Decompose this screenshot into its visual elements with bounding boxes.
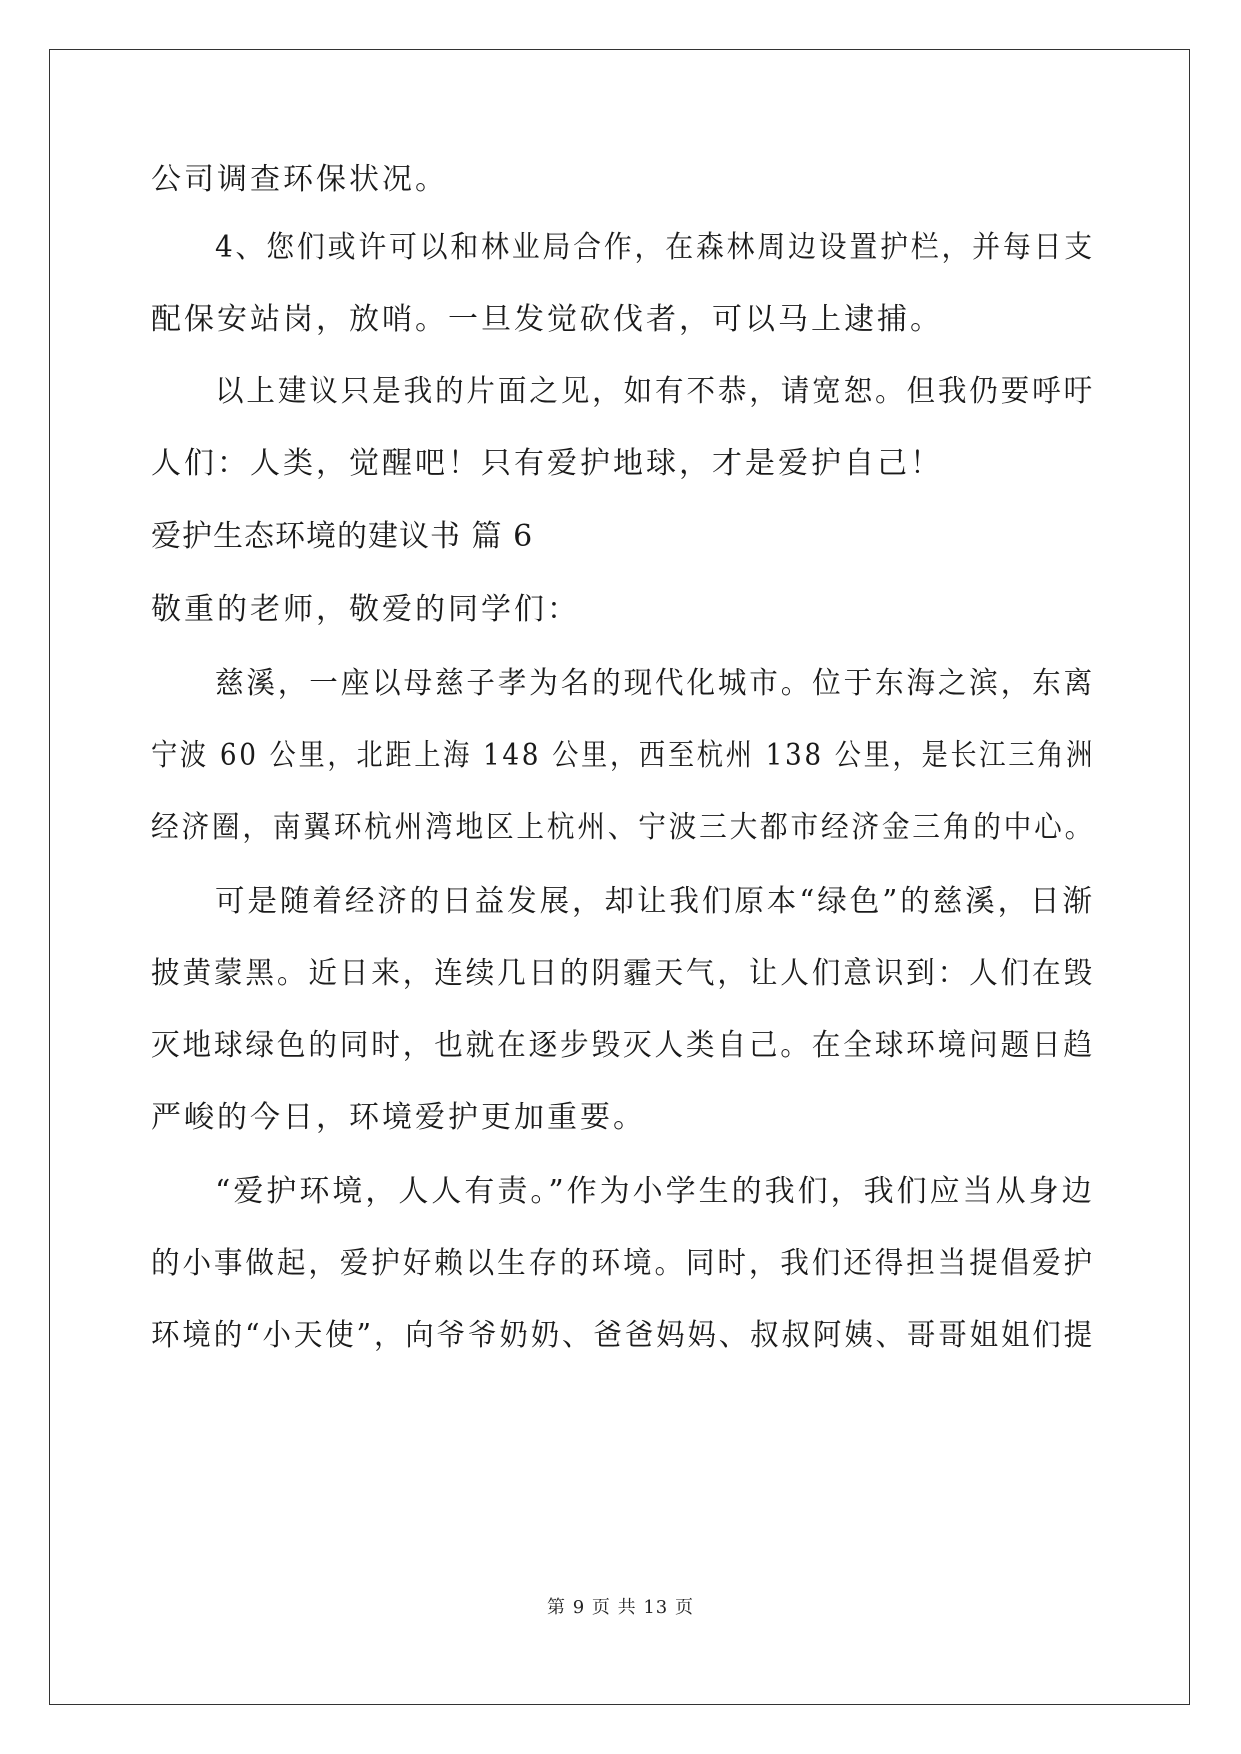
page-border [49,49,1190,1705]
text-line: 环境的“小天使”，向爷爷奶奶、爸爸妈妈、叔叔阿姨、哥哥姐姐们提 [151,1318,1096,1353]
text-line: 4、您们或许可以和林业局合作，在森林周边设置护栏，并每日支 [215,230,1095,265]
text-line: “爱护环境，人人有责。”作为小学生的我们，我们应当从身边 [215,1174,1095,1209]
text-line: 灭地球绿色的同时，也就在逐步毁灭人类自己。在全球环境问题日趋 [151,1028,1095,1063]
text-line: 慈溪，一座以母慈子孝为名的现代化城市。位于东海之滨，东离 [215,666,1096,701]
text-line: 宁波 60 公里，北距上海 148 公里，西至杭州 138 公里，是长江三角洲 [151,738,1096,773]
text-line: 配保安站岗，放哨。一旦发觉砍伐者，可以马上逮捕。 [151,302,943,337]
text-line: 严峻的今日，环境爱护更加重要。 [151,1100,646,1135]
text-line: 经济圈，南翼环杭州湾地区上杭州、宁波三大都市经济金三角的中心。 [151,810,1096,845]
text-line: 可是随着经济的日益发展，却让我们原本“绿色”的慈溪，日渐 [215,884,1096,919]
text-line: 以上建议只是我的片面之见，如有不恭，请宽恕。但我仍要呼吁 [215,374,1096,409]
page-number: 第 9 页 共 13 页 [547,1597,694,1618]
section-heading: 爱护生态环境的建议书 篇 6 [151,519,534,554]
text-line: 的小事做起，爱护好赖以生存的环境。同时，我们还得担当提倡爱护 [151,1246,1095,1281]
salutation: 敬重的老师，敬爱的同学们： [151,592,580,627]
text-line: 公司调查环保状况。 [151,162,448,197]
text-line: 人们：人类，觉醒吧！只有爱护地球，才是爱护自己！ [151,446,943,481]
text-line: 披黄蒙黑。近日来，连续几日的阴霾天气，让人们意识到：人们在毁 [151,956,1095,991]
